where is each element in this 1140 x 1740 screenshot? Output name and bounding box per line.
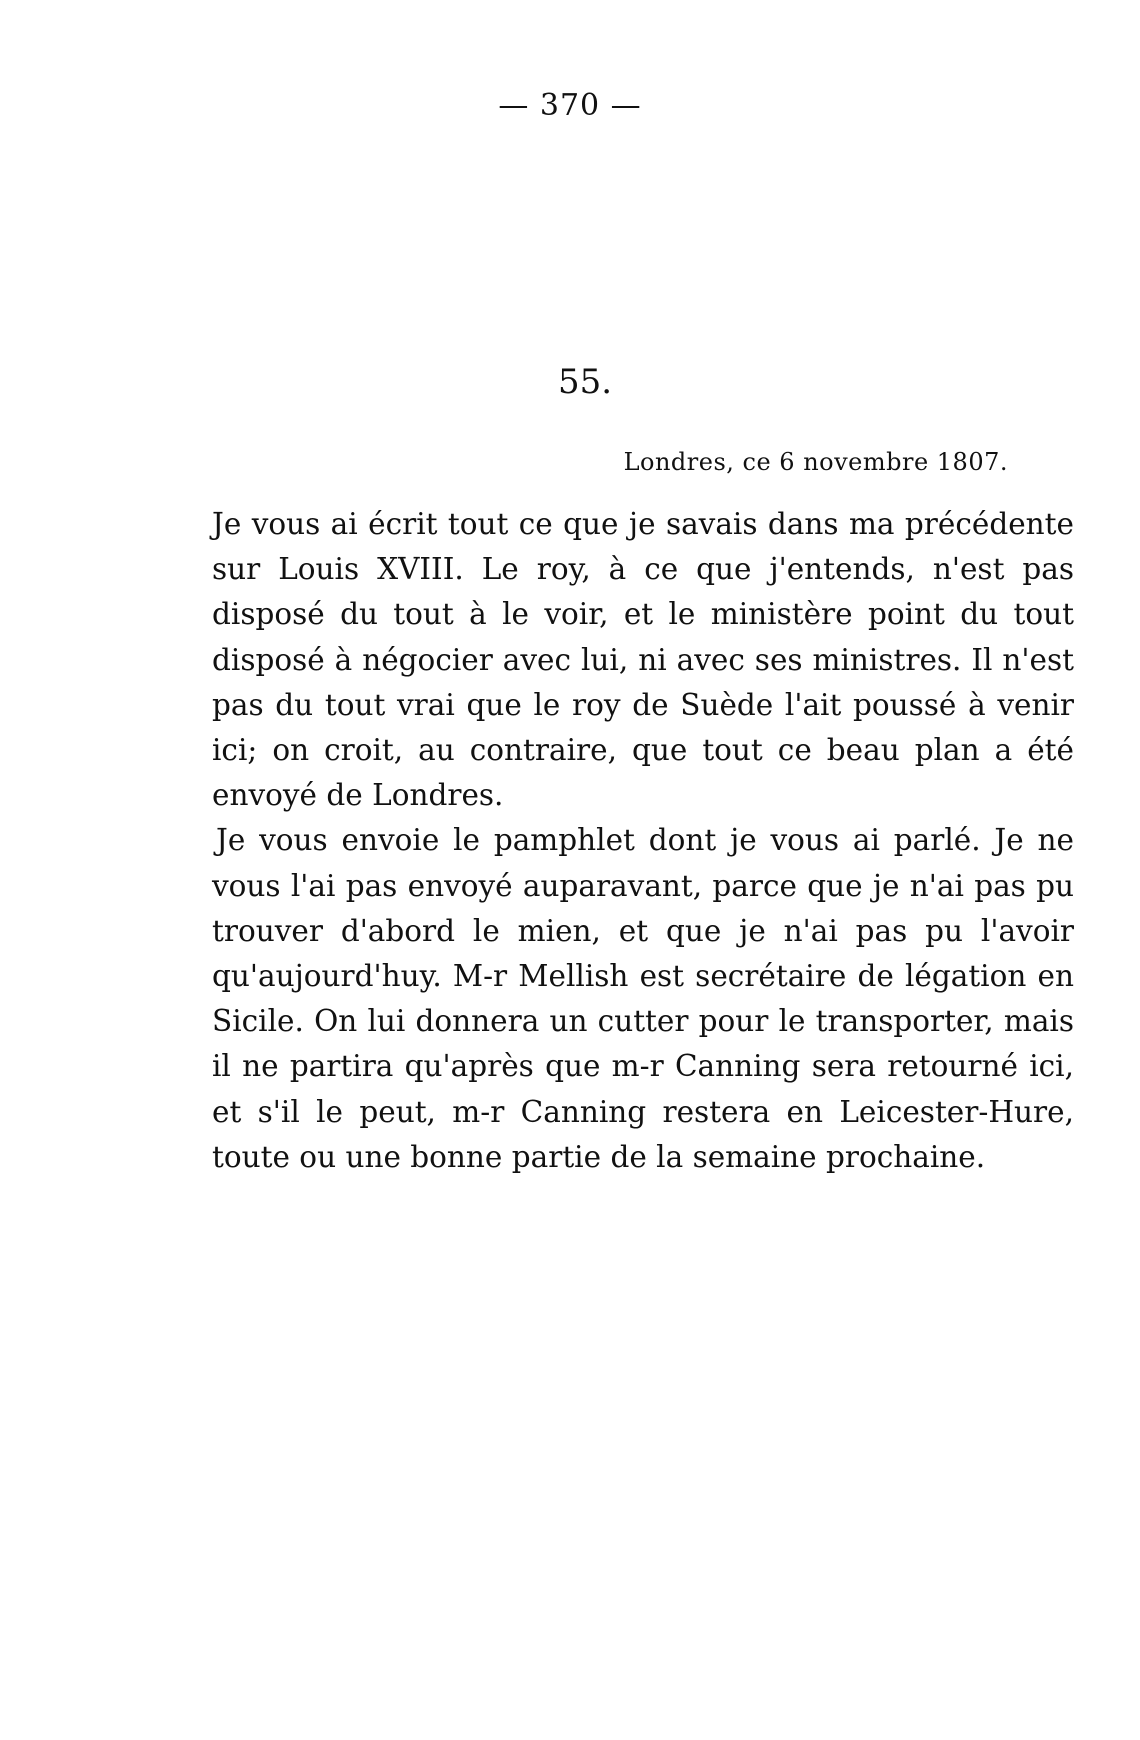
letter-body — [212, 502, 1074, 1180]
paragraph-2: Je vous envoie le pamphlet dont je vous ai parlé. Je ne vous l'ai pas envoyé auparavant, parce que je n'ai pas pu trouver d'abord le mien, et que je n'ai pas pu l'avoir qu'aujourd'huy. M-r Mellish est secrétaire de légation en Sicile. On lui donnera un cutter pour le transporter, mais il ne partira qu'après que m-r Canning sera retourné ici, et s'il le peut, m-r Canning restera en Leicester-Hure, toute ou une bonne partie de la semaine prochaine. — [212, 823, 1074, 1174]
page-number-header: — 370 — — [498, 88, 642, 123]
paragraph-1: Je vous ai écrit tout ce que je savais dans ma précédente sur Louis XVIII. Le roy, à ce que j'entends, n'est pas disposé du tout à le voir, et le ministère point du tout disposé à négocier avec lui, ni avec ses ministres. Il n'est pas du tout vrai que le roy de Suède l'ait poussé à venir ici; on croit, au contraire, que tout ce beau plan a été envoyé de Londres. — [212, 507, 1074, 813]
letter-number: 55. — [557, 362, 613, 402]
dateline: Londres, ce 6 novembre 1807. — [623, 448, 1008, 476]
